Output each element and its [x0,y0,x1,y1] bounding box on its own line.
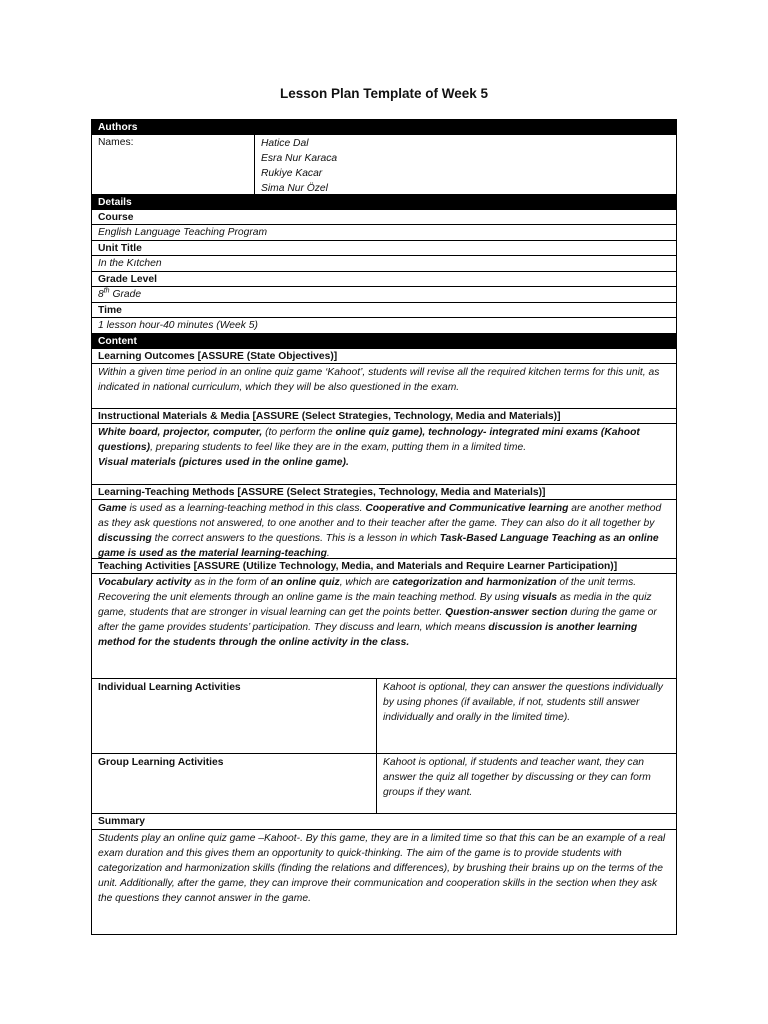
teaching-activities-label: Teaching Activities [ASSURE (Utilize Technology, Media, and Materials and Require Learner Participation)] [92,559,676,574]
group-activities-row [92,754,676,814]
author-name: Sima Nur Özel [261,183,328,194]
methods-label: Learning-Teaching Methods [ASSURE (Select Strategies, Technology, Media and Materials)] [92,485,676,500]
time-label: Time [92,303,676,318]
individual-activities-text: Kahoot is optional, they can answer the questions individually by using phones (if available, if not, students still answer individually and orally in the limited time). [383,682,663,723]
authors-header: Authors [92,120,676,135]
names-list [255,135,343,194]
author-name: Rukiye Kacar [261,168,323,179]
materials-label: Instructional Materials & Media [ASSURE (Select Strategies, Technology, Media and Materials)] [92,409,676,424]
teaching-activities-text: Vocabulary activity as in the form of an online quiz, which are categorization and harmonization of the unit terms. Recovering the unit elements through an online game is the main teaching method. By using visuals as media in the quiz game, students that are stronger in visual learning can get the points better. Question-answer section during the game or after the game provides students’ participation. They discuss and learn, which means discussion is another learning method for the students through the online activity in the class. [92,574,676,679]
course-label: Course [92,210,676,225]
individual-activities-row [92,679,676,754]
grade-level-value: 8th Grade [92,287,676,303]
author-name: Hatice Dal [261,138,309,149]
lesson-plan-table [91,119,677,935]
course-value: English Language Teaching Program [92,225,676,241]
summary-text: Students play an online quiz game –Kahoot-. By this game, they are in a limited time so that this can be an example of a real exam duration and this gives them an opportunity to quick-thinking. The aim of the game is to provide students with categorization and harmonization skills (finding the relations and differences), by brushing their brains up on the terms of the unit. Additionally, after the game, they can improve their communication and cooperation skills in the section when they ask the questions they cannot answer in the game. [98,833,666,904]
individual-activities-label: Individual Learning Activities [92,679,377,753]
content-header: Content [92,334,676,349]
unit-title-label: Unit Title [92,241,676,256]
group-activities-label: Group Learning Activities [92,754,377,813]
time-value: 1 lesson hour-40 minutes (Week 5) [92,318,676,334]
summary-label: Summary [92,814,676,830]
author-name: Esra Nur Karaca [261,153,338,164]
learning-outcomes-label: Learning Outcomes [ASSURE (State Objectives)] [92,349,676,364]
grade-level-label: Grade Level [92,272,676,287]
unit-title-value: In the Kıtchen [92,256,676,272]
names-label: Names: [92,135,255,194]
page-title: Lesson Plan Template of Week 5 [279,86,489,101]
group-activities-text: Kahoot is optional, if students and teacher want, they can answer the quiz all together by discussing or they can form groups if they want. [383,757,651,798]
learning-outcomes-text: Within a given time period in an online quiz game ‘Kahoot’, students will revise all the required kitchen terms for this unit, as indicated in national curriculum, which they will be also questioned in the exam. [92,364,676,409]
details-header: Details [92,195,676,210]
authors-names-row [92,135,676,195]
materials-text: White board, projector, computer, (to perform the online quiz game), technology- integrated mini exams (Kahoot questions), preparing students to feel like they are in the exam, putting them in a limited time. Visual materials (pictures used in the online game). [92,424,676,485]
methods-text: Game is used as a learning-teaching method in this class. Cooperative and Communicative learning are another method as they ask questions not answered, to one another and to their teacher after the game. They can also do it all together by discussing the correct answers to the questions. This is a lesson in which Task-Based Language Teaching as an online game is used as the material learning-teaching. [92,500,676,559]
